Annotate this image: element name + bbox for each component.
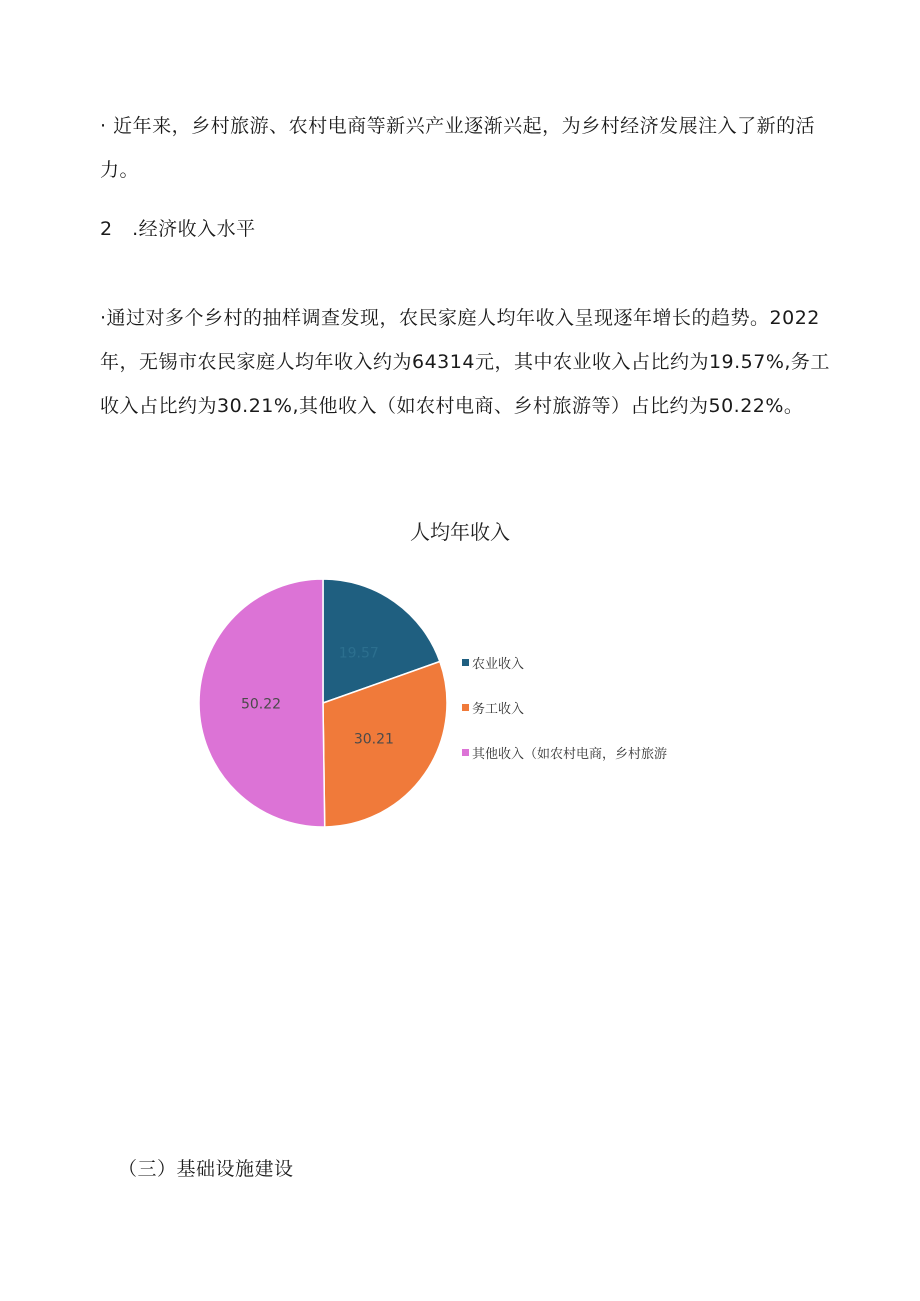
chart-legend	[462, 656, 667, 762]
paragraph-income: ·通过对多个乡村的抽样调查发现，农民家庭人均年收入呈现逐年增长的趋势。2022年，无锡市农民家庭人均年收入约为64314元，其中农业收入占比约为19.57%,务工收入占比约为30.21%,其他收入（如农村电商、乡村旅游等）占比约为50.22%。	[100, 307, 830, 417]
pie-slice-label-0: 19.57	[338, 645, 379, 662]
legend-label-2: 其他收入（如农村电商，乡村旅游	[472, 747, 668, 762]
legend-label-1: 务工收入	[472, 702, 525, 717]
pie-slice-label-1: 30.21	[353, 731, 394, 748]
legend-swatch-1	[462, 704, 469, 711]
section-heading-infrastructure: （三）基础设施建设	[118, 1158, 294, 1180]
income-pie-chart	[190, 505, 750, 845]
pie-slices	[199, 579, 447, 827]
chart-title: 人均年收入	[410, 520, 510, 544]
paragraph-intro: · 近年来，乡村旅游、农村电商等新兴产业逐渐兴起，为乡村经济发展注入了新的活力。	[100, 115, 816, 181]
legend-label-0: 农业收入	[472, 657, 525, 672]
legend-swatch-0	[462, 659, 469, 666]
section-heading-income: 2 .经济收入水平	[100, 218, 256, 240]
pie-slice-label-2: 50.22	[240, 696, 282, 713]
legend-swatch-2	[462, 749, 469, 756]
